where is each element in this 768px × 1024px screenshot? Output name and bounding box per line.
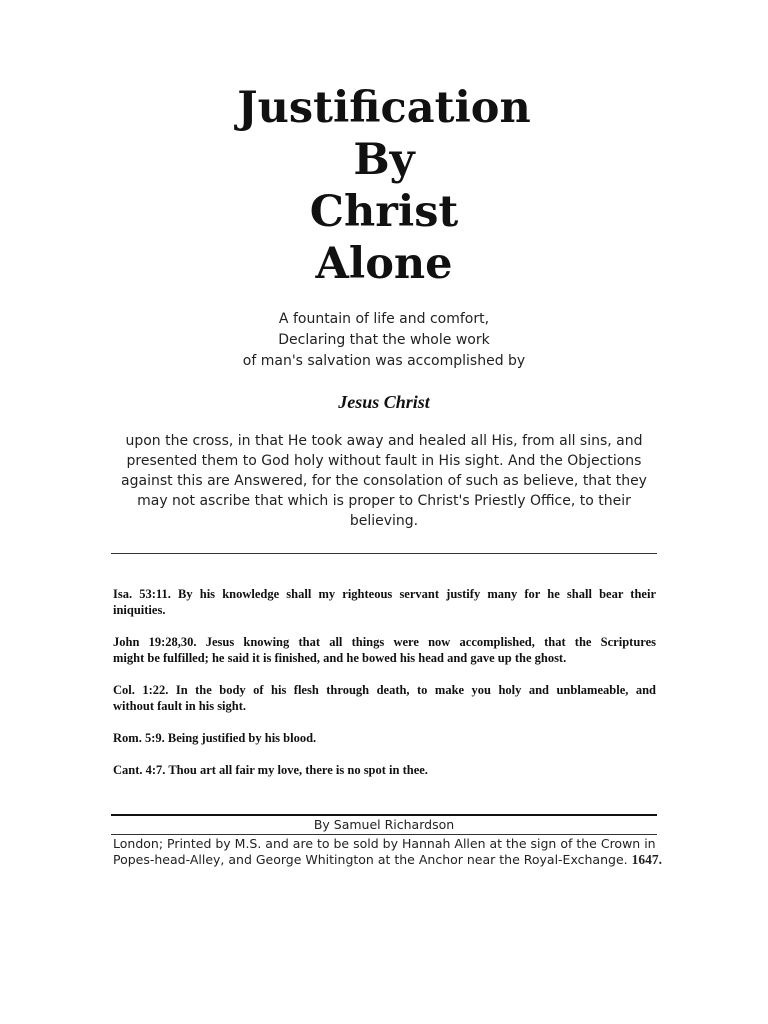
imprint-line xyxy=(113,852,662,868)
divider-top xyxy=(111,553,657,554)
description-paragraph xyxy=(112,431,656,531)
paragraph-line: presented them to God holy without fault in His sight. And the Objections xyxy=(126,453,642,469)
verse-line: might be fulfilled; he said it is finished, and he bowed his head and gave up the ghost. xyxy=(113,651,567,665)
paragraph-line: believing. xyxy=(349,513,419,529)
scripture-verses xyxy=(113,586,656,794)
verse-colossians xyxy=(113,682,656,714)
author-byline: By Samuel Richardson xyxy=(313,817,455,832)
publisher-imprint xyxy=(113,836,662,868)
subtitle-line: A fountain of life and comfort, xyxy=(278,311,490,327)
verse-line: without fault in his sight. xyxy=(113,699,247,713)
subtitle-line: of man's salvation was accomplished by xyxy=(242,353,526,369)
divider-imprint xyxy=(111,834,657,835)
subtitle-line: Declaring that the whole work xyxy=(278,332,490,348)
verse-line: Isa. 53:11. By his knowledge shall my righteous servant justify many for he shall bear their xyxy=(113,587,656,601)
imprint-line: London; Printed by M.S. and are to be sold by Hannah Allen at the sign of the Crown in xyxy=(113,836,656,851)
verse-line: Rom. 5:9. Being justified by his blood. xyxy=(113,731,317,745)
title-line: Justification xyxy=(237,83,531,133)
title-line: By xyxy=(353,135,415,185)
imprint-line-text: Popes-head-Alley, and George Whitington at the Anchor near the Royal-Exchange. xyxy=(113,852,632,867)
paragraph-line: against this are Answered, for the consolation of such as believe, that they xyxy=(121,473,647,489)
divider-bottom xyxy=(111,814,657,816)
publication-year: 1647. xyxy=(631,852,662,867)
title-line: Alone xyxy=(315,239,453,289)
title-line: Christ xyxy=(309,187,459,237)
subtitle xyxy=(0,309,768,372)
verse-isaiah xyxy=(113,586,656,618)
verse-line: iniquities. xyxy=(113,603,166,617)
verse-line: Cant. 4:7. Thou art all fair my love, there is no spot in thee. xyxy=(113,763,428,777)
verse-canticles xyxy=(113,762,656,778)
verse-romans xyxy=(113,730,656,746)
verse-john xyxy=(113,634,656,666)
book-title xyxy=(0,82,768,290)
jesus-christ-heading: Jesus Christ xyxy=(338,392,430,412)
paragraph-line: may not ascribe that which is proper to Christ's Priestly Office, to their xyxy=(137,493,631,509)
verse-line: Col. 1:22. In the body of his flesh through death, to make you holy and unblameable, and xyxy=(113,683,656,697)
verse-line: John 19:28,30. Jesus knowing that all things were now accomplished, that the Scriptures xyxy=(113,635,656,649)
paragraph-line: upon the cross, in that He took away and healed all His, from all sins, and xyxy=(125,433,643,449)
